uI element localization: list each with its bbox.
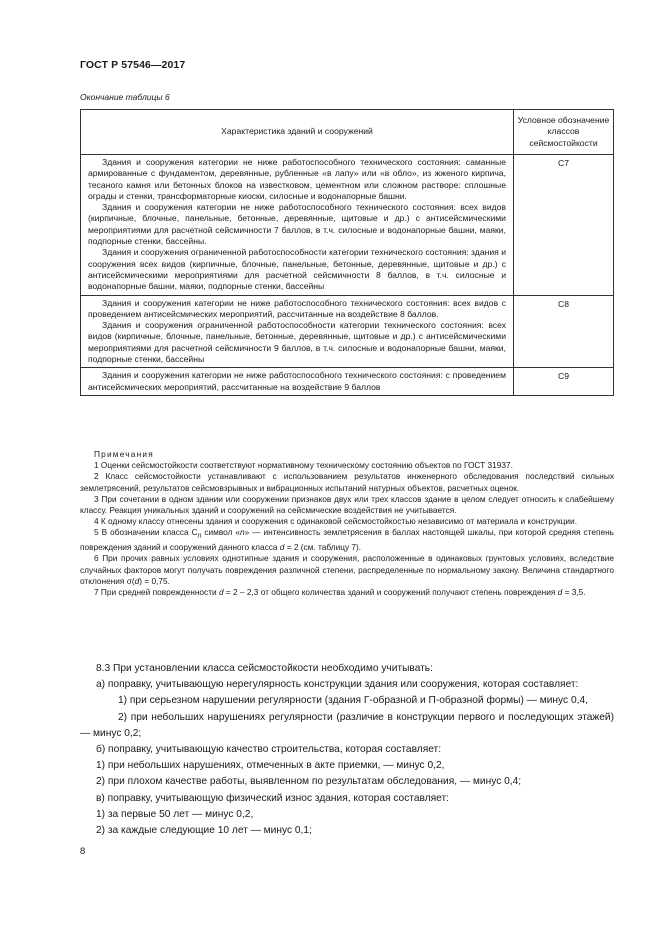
row-paragraph: Здания и сооружения ограниченной работоспособности категории технического состояния: здания и сооружения всех видов (кирпичные, блочные, панельные, бетонные, деревянные, щитовые и др.) с антисейсмическими мероприятиями для расчетной сейсмичности 8 баллов, в т.ч. силосные и водонапорные башни, маяки, подпорные стенки, бассейны xyxy=(88,247,506,292)
table-caption: Окончание таблицы 6 xyxy=(80,92,170,102)
row-description xyxy=(81,155,514,296)
body-paragraph: в) поправку, учитывающую физический износ здания, которая составляет: xyxy=(96,792,449,804)
body-paragraph: б) поправку, учитывающую качество строительства, которая составляет: xyxy=(96,744,442,756)
table-notes xyxy=(80,449,614,598)
row-description xyxy=(81,295,514,368)
table-row xyxy=(81,295,614,368)
table-row xyxy=(81,155,614,296)
section-8-3-text xyxy=(80,661,614,839)
table-header-row xyxy=(81,110,614,155)
note-4: 4 К одному классу отнесены здания и сооружения с одинаковой сейсмостойкостью независимо от материала и конструкции. xyxy=(94,516,577,527)
body-paragraph: 2) при небольших нарушениях регулярности (различие в конструкции первого и последующих этажей) — минус 0,2; xyxy=(80,711,614,739)
notes-title: Примечания xyxy=(94,449,154,459)
body-paragraph: 2) за каждые следующие 10 лет — минус 0,1; xyxy=(96,825,312,837)
column-header-class: Условное обозначение классов сейсмостойкости xyxy=(514,110,614,155)
note-1: 1 Оценки сейсмостойкости соответствуют нормативному техническому состоянию объектов по ГОСТ 31937. xyxy=(94,460,513,471)
body-paragraph: 2) при плохом качестве работы, выявленном по результатам обследования, — минус 0,4; xyxy=(96,776,522,788)
row-paragraph: Здания и сооружения категории не ниже работоспособного технического состояния: с проведением антисейсмических мероприятий, рассчитанные на воздействие 9 баллов xyxy=(88,370,506,392)
row-class-code: С7 xyxy=(514,155,614,296)
note-6: 6 При прочих равных условиях однотипные здания и сооружения, расположенные в одинаковых грунтовых условиях, вследствие случайных факторов могут получать повреждения различной степени, распределенные по нормальному закону. Величина стандартного отклонения σ(d) = 0,75. xyxy=(80,553,614,586)
body-paragraph: 1) при небольших нарушениях, отмеченных в акте приемки, — минус 0,2, xyxy=(96,760,445,772)
row-class-code: С9 xyxy=(514,368,614,396)
row-paragraph: Здания и сооружения категории не ниже работоспособного технического состояния: саманные армированные с фундаментом, деревянные, рубленные «в лапу» или «в обло», из жженого кирпича, тесаного камня или бетонных блоков на известковом, цементном или сложном растворе: сплошные ограды и стенки, трансформаторные киоски, силосные и водонапорные башни. xyxy=(88,157,506,201)
body-paragraph: 1) при серьезном нарушении регулярности (здания Г-образной и П-образной формы) — минус 0,4, xyxy=(118,695,588,707)
note-5: 5 В обозначении класса $С_n$ символ «n» — интенсивность землетрясения в баллах настоящей шкалы, при которой средняя степень повреждения зданий и сооружений данного класса d = 2 (см. таблицу 7). xyxy=(80,527,614,553)
column-header-characteristics: Характеристика зданий и сооружений xyxy=(81,110,514,155)
seismic-class-table xyxy=(80,109,614,396)
page-number: 8 xyxy=(80,846,86,857)
row-description xyxy=(81,368,514,396)
row-paragraph: Здания и сооружения категории не ниже работоспособного технического состояния: всех видов с проведением антисейсмических мероприятий, рассчитанные на воздействие 8 баллов. xyxy=(88,297,506,319)
note-7: 7 При средней поврежденности d = 2 – 2,3 от общего количества зданий и сооружений получают степень повреждения d = 3,5. xyxy=(94,587,586,598)
body-paragraph: а) поправку, учитывающую нерегулярность конструкции здания или сооружения, которая составляет: xyxy=(96,679,579,691)
note-2: 2 Класс сейсмостойкости устанавливают с использованием результатов инженерного обследования последствий сильных землетрясений, результатов сейсмовзрывных и вибрационных испытаний натурных объектов, расчетных оценок. xyxy=(80,471,614,493)
row-class-code: С8 xyxy=(514,295,614,368)
table-row xyxy=(81,368,614,396)
body-paragraph: 8.3 При установлении класса сейсмостойкости необходимо учитывать: xyxy=(96,663,433,674)
note-3: 3 При сочетании в одном здании или сооружении признаков двух или трех классов здание в целом следует относить к слабейшему классу. Реакция уникальных зданий и сооружений на сейсмические воздействия не учитывается. xyxy=(80,493,614,516)
body-paragraph: 1) за первые 50 лет — минус 0,2, xyxy=(96,808,254,820)
row-paragraph: Здания и сооружения ограниченной работоспособности категории технического состояния: всех видов (кирпичные, блочные, панельные, бетонные, деревянные, щитовые и др.) с антисейсмическими мероприятиями для расчетной сейсмичности 9 баллов, в т.ч. силосные и водонапорные башни, маяки, подпорные стенки, бассейны xyxy=(88,320,506,365)
row-paragraph: Здания и сооружения категории не ниже работоспособного технического состояния: всех видов (кирпичные, блочные, панельные, бетонные, деревянные, щитовые и др.) с антисейсмическими мероприятиями для расчетной сейсмичности 7 баллов, в т.ч. силосные и водонапорные башни, маяки, подпорные стенки, бассейны. xyxy=(88,202,506,247)
document-header: ГОСТ Р 57546—2017 xyxy=(80,59,186,71)
